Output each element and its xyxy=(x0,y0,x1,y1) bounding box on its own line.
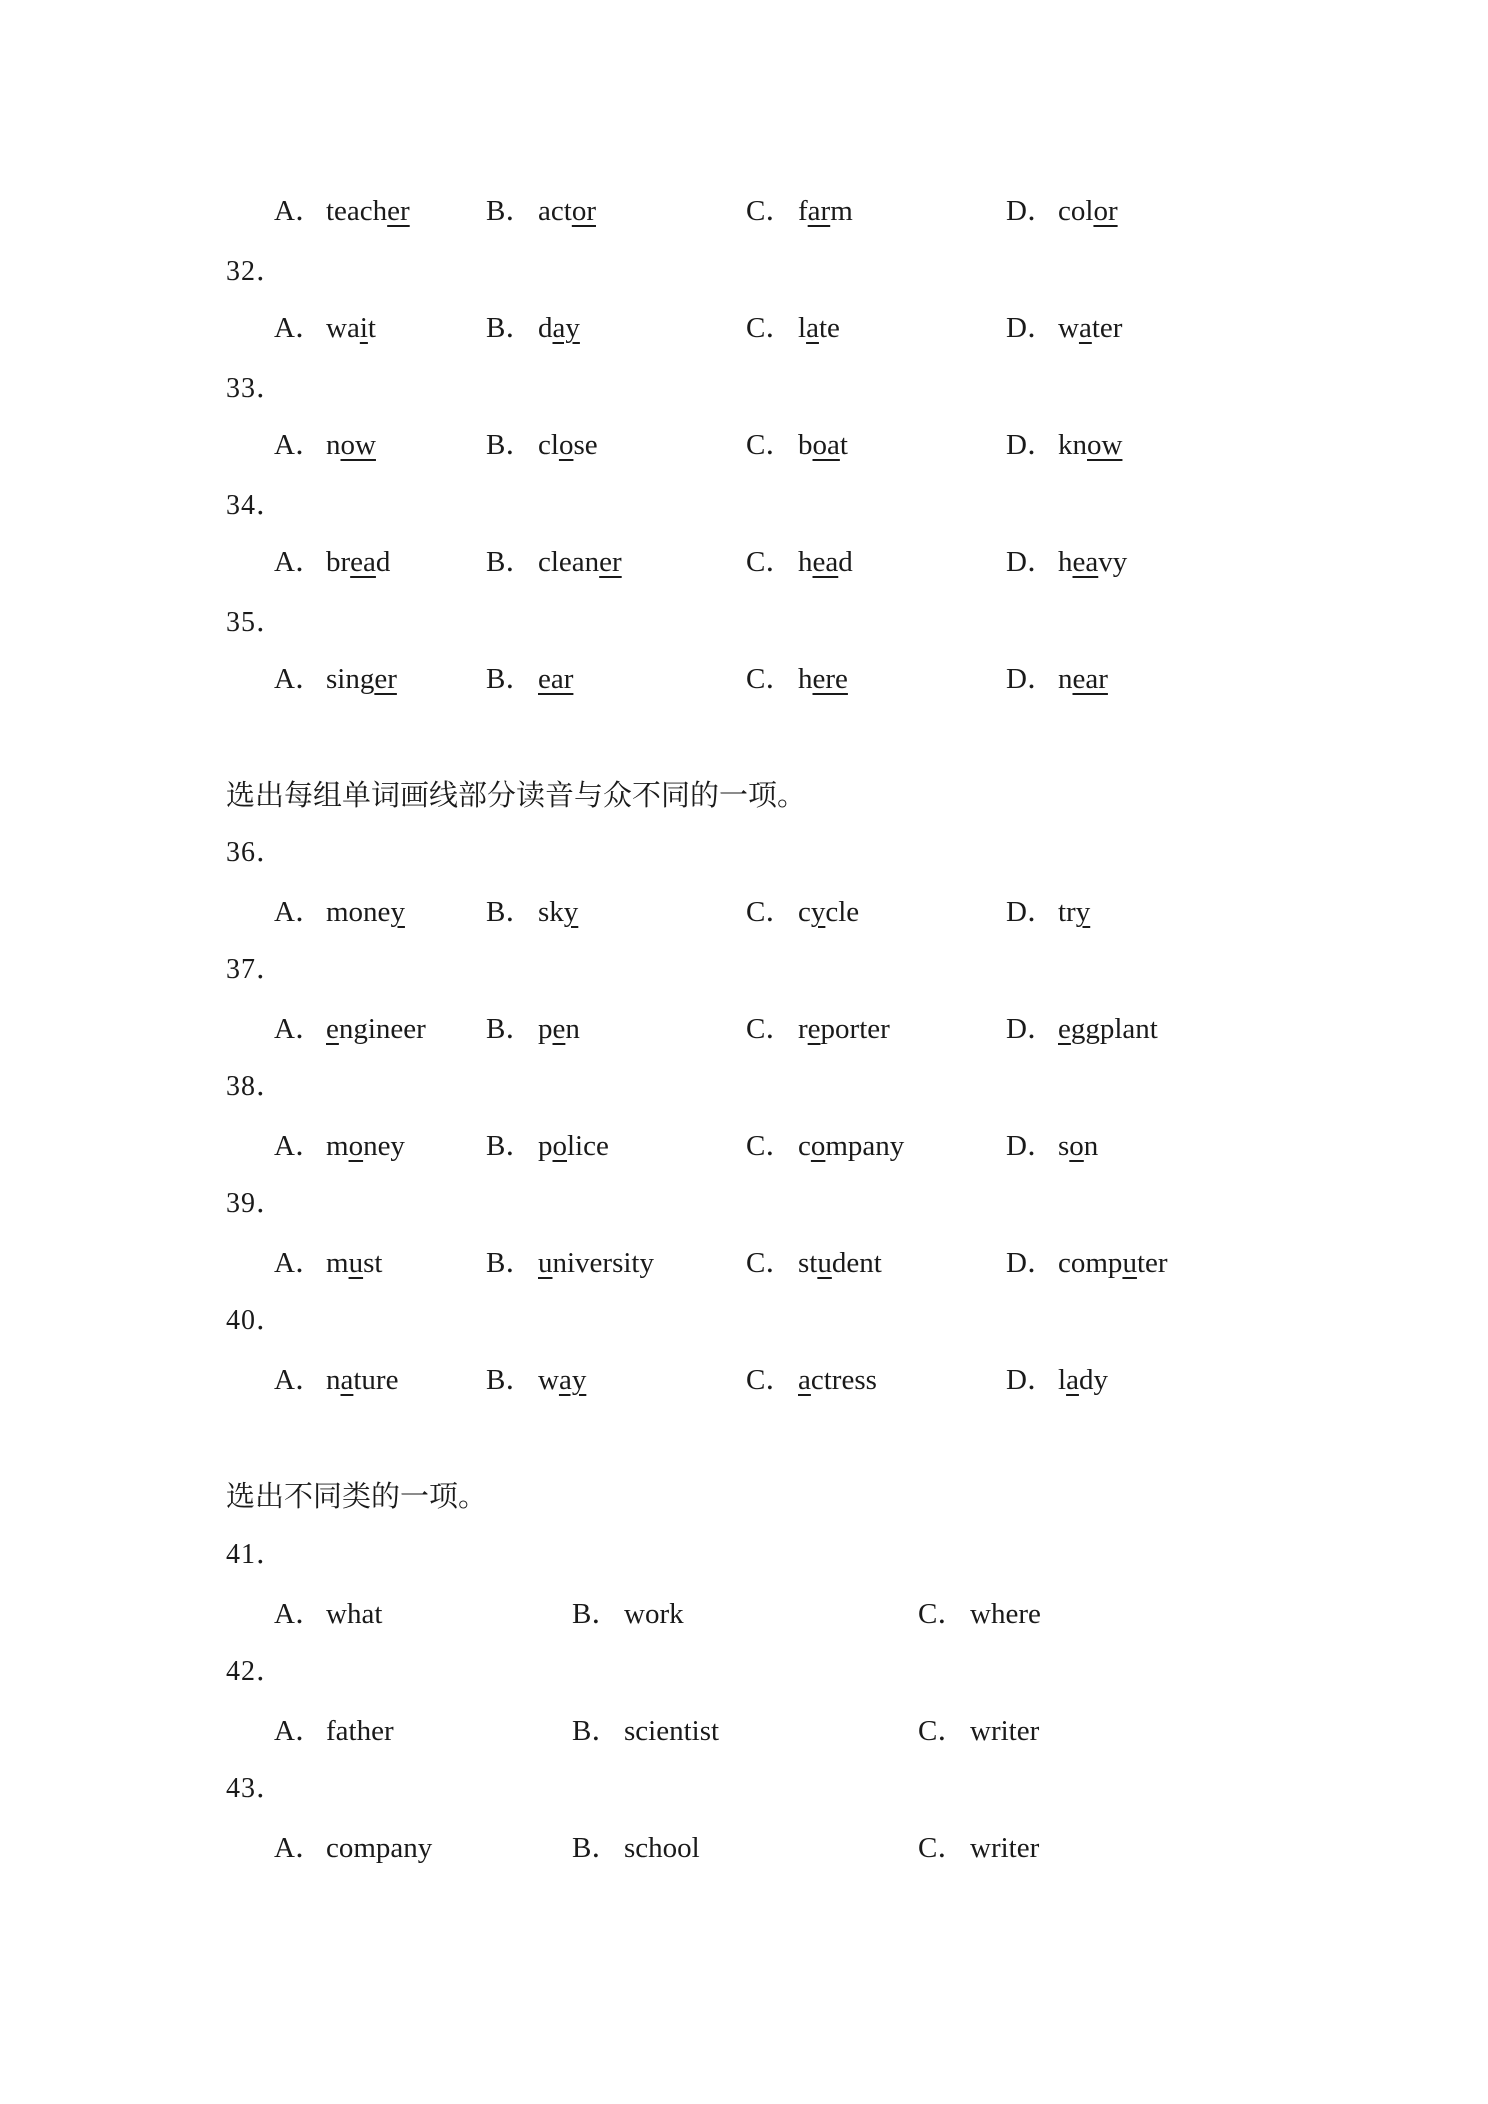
option-word xyxy=(538,195,596,227)
option-letter: B． xyxy=(572,1715,621,1747)
word-prefix: h xyxy=(798,546,813,578)
word-suffix: mpany xyxy=(825,1130,905,1162)
word-prefix: p xyxy=(538,1013,553,1045)
answer-option[interactable] xyxy=(1006,425,1122,465)
word-prefix: n xyxy=(326,429,341,461)
underlined-part: e xyxy=(326,1013,339,1045)
option-word xyxy=(326,1130,405,1162)
word-prefix: what xyxy=(326,1598,383,1630)
word-prefix: school xyxy=(624,1832,700,1864)
underlined-part: y xyxy=(563,896,579,928)
word-prefix: r xyxy=(798,1013,808,1045)
underlined-part: o xyxy=(348,1130,364,1162)
underlined-part: u xyxy=(817,1247,832,1279)
answer-option[interactable] xyxy=(486,1360,586,1400)
option-word xyxy=(1058,1130,1098,1162)
word-prefix: sk xyxy=(538,896,564,928)
option-letter: D． xyxy=(1006,1130,1056,1162)
option-letter: D． xyxy=(1006,312,1056,344)
option-letter: A． xyxy=(274,663,324,695)
underlined-part: o xyxy=(558,429,574,461)
answer-option[interactable] xyxy=(746,659,848,699)
answer-option[interactable] xyxy=(746,892,859,932)
option-letter: A． xyxy=(274,1715,324,1747)
underlined-part: ow xyxy=(340,429,376,461)
word-suffix: ctress xyxy=(810,1364,877,1396)
underlined-part: u xyxy=(538,1247,553,1279)
answer-option[interactable] xyxy=(746,308,840,348)
word-prefix: n xyxy=(326,1364,341,1396)
option-letter: A． xyxy=(274,429,324,461)
underlined-part: y xyxy=(390,896,405,928)
option-word xyxy=(326,1013,426,1045)
section-instruction: 选出每组单词画线部分读音与众不同的一项。 xyxy=(226,778,807,812)
word-suffix: vy xyxy=(1098,546,1128,578)
underlined-part: oa xyxy=(812,429,840,461)
option-word xyxy=(538,1013,580,1045)
answer-option[interactable] xyxy=(746,1126,904,1166)
underlined-part: or xyxy=(1093,195,1118,227)
option-letter: D． xyxy=(1006,663,1056,695)
word-prefix: tr xyxy=(1058,896,1076,928)
option-word xyxy=(326,429,376,461)
underlined-part: er xyxy=(599,546,622,578)
underlined-part: ere xyxy=(812,663,848,695)
underlined-part: a xyxy=(1066,1364,1079,1396)
underlined-part: a xyxy=(806,312,819,344)
underlined-part: ar xyxy=(807,195,831,227)
option-letter: C． xyxy=(918,1832,967,1864)
option-letter: C． xyxy=(746,1013,795,1045)
word-prefix: w xyxy=(538,1364,559,1396)
word-prefix: scientist xyxy=(624,1715,720,1747)
answer-option[interactable] xyxy=(486,1009,580,1049)
answer-option[interactable] xyxy=(746,1243,882,1283)
option-letter: D． xyxy=(1006,1247,1056,1279)
answer-option[interactable] xyxy=(918,1828,1039,1868)
answer-option[interactable] xyxy=(486,308,580,348)
answer-option[interactable] xyxy=(1006,1360,1108,1400)
word-suffix: ter xyxy=(1091,312,1123,344)
option-word xyxy=(798,1130,904,1162)
question-number: 40． xyxy=(226,1305,286,1336)
answer-option[interactable] xyxy=(572,1828,700,1868)
word-prefix: writer xyxy=(970,1715,1040,1747)
word-prefix: work xyxy=(624,1598,684,1630)
underlined-part: ay xyxy=(558,1364,587,1396)
option-letter: A． xyxy=(274,195,324,227)
option-word xyxy=(624,1832,700,1864)
answer-option[interactable] xyxy=(1006,308,1122,348)
option-word xyxy=(326,896,405,928)
word-suffix: porter xyxy=(820,1013,890,1045)
underlined-part: ear xyxy=(1072,663,1108,695)
word-suffix: ney xyxy=(363,1130,405,1162)
word-prefix: wa xyxy=(326,312,360,344)
option-letter: B． xyxy=(486,546,535,578)
word-suffix: niversity xyxy=(552,1247,654,1279)
option-letter: D． xyxy=(1006,1013,1056,1045)
answer-option[interactable] xyxy=(572,1594,684,1634)
option-word xyxy=(326,546,390,578)
option-word xyxy=(538,1364,586,1396)
option-word xyxy=(538,896,578,928)
option-letter: A． xyxy=(274,896,324,928)
word-prefix: c xyxy=(798,1130,811,1162)
word-prefix: d xyxy=(538,312,553,344)
word-suffix: cle xyxy=(825,896,860,928)
answer-option[interactable] xyxy=(274,1243,382,1283)
option-word xyxy=(798,1013,890,1045)
option-word xyxy=(798,663,848,695)
question-number: 32． xyxy=(226,256,286,287)
option-word xyxy=(1058,896,1090,928)
option-word xyxy=(970,1598,1041,1630)
word-prefix: father xyxy=(326,1715,394,1747)
word-suffix: ture xyxy=(353,1364,399,1396)
option-letter: A． xyxy=(274,312,324,344)
option-letter: A． xyxy=(274,1364,324,1396)
word-suffix: d xyxy=(375,546,391,578)
option-word xyxy=(326,195,410,227)
answer-option[interactable] xyxy=(274,425,376,465)
word-prefix: br xyxy=(326,546,351,578)
option-word xyxy=(1058,195,1118,227)
option-letter: C． xyxy=(918,1715,967,1747)
option-word xyxy=(326,1715,394,1747)
underlined-part: y xyxy=(810,896,826,928)
answer-option[interactable] xyxy=(274,1009,426,1049)
option-word xyxy=(538,663,573,695)
answer-option[interactable] xyxy=(1006,1126,1098,1166)
word-prefix: writer xyxy=(970,1832,1040,1864)
option-letter: C． xyxy=(918,1598,967,1630)
answer-option[interactable] xyxy=(486,425,598,465)
word-prefix: l xyxy=(798,312,807,344)
option-letter: C． xyxy=(746,429,795,461)
word-suffix: m xyxy=(830,195,853,227)
answer-option[interactable] xyxy=(486,542,622,582)
option-letter: D． xyxy=(1006,429,1056,461)
answer-option[interactable] xyxy=(274,1594,382,1634)
underlined-part: u xyxy=(348,1247,364,1279)
answer-option[interactable] xyxy=(486,1126,609,1166)
word-prefix: w xyxy=(1058,312,1079,344)
option-letter: C． xyxy=(746,546,795,578)
answer-option[interactable] xyxy=(274,1711,394,1751)
question-number: 42． xyxy=(226,1656,286,1687)
underlined-part: a xyxy=(340,1364,354,1396)
underlined-part: e xyxy=(807,1013,821,1045)
option-word xyxy=(1058,429,1122,461)
option-word xyxy=(326,663,397,695)
word-prefix: clean xyxy=(538,546,600,578)
underlined-part: er xyxy=(374,663,397,695)
word-prefix: teach xyxy=(326,195,388,227)
underlined-part: o xyxy=(1069,1130,1084,1162)
word-suffix: n xyxy=(565,1013,580,1045)
option-word xyxy=(326,1598,382,1630)
underlined-part: i xyxy=(359,312,368,344)
option-word xyxy=(1058,1364,1108,1396)
word-suffix: se xyxy=(573,429,598,461)
word-prefix: mone xyxy=(326,896,391,928)
answer-option[interactable] xyxy=(274,542,390,582)
option-word xyxy=(326,1364,398,1396)
word-suffix: t xyxy=(367,312,376,344)
option-word xyxy=(798,312,840,344)
answer-option[interactable] xyxy=(274,1360,398,1400)
answer-option[interactable] xyxy=(1006,191,1118,231)
underlined-part: e xyxy=(552,1013,566,1045)
question-number: 37． xyxy=(226,954,286,985)
word-prefix: sing xyxy=(326,663,375,695)
option-word xyxy=(538,1130,609,1162)
word-prefix: col xyxy=(1058,195,1094,227)
option-word xyxy=(326,312,376,344)
question-number: 38． xyxy=(226,1071,286,1102)
answer-option[interactable] xyxy=(1006,542,1127,582)
option-word xyxy=(538,546,622,578)
answer-option[interactable] xyxy=(918,1594,1041,1634)
word-prefix: m xyxy=(326,1130,349,1162)
option-letter: A． xyxy=(274,1832,324,1864)
underlined-part: ea xyxy=(1072,546,1099,578)
word-prefix: c xyxy=(798,896,811,928)
option-word xyxy=(1058,1247,1168,1279)
underlined-part: er xyxy=(387,195,410,227)
word-prefix: st xyxy=(798,1247,818,1279)
section-instruction: 选出不同类的一项。 xyxy=(226,1479,488,1513)
option-letter: A． xyxy=(274,546,324,578)
option-letter: C． xyxy=(746,195,795,227)
word-prefix: f xyxy=(798,195,808,227)
underlined-part: ea xyxy=(350,546,376,578)
word-prefix: cl xyxy=(538,429,559,461)
word-suffix: n xyxy=(1083,1130,1099,1162)
word-suffix: st xyxy=(363,1247,383,1279)
option-word xyxy=(798,1247,882,1279)
answer-option[interactable] xyxy=(486,892,578,932)
option-letter: B． xyxy=(486,1364,535,1396)
answer-option[interactable] xyxy=(486,1243,654,1283)
word-prefix: act xyxy=(538,195,572,227)
word-suffix: d xyxy=(838,546,853,578)
word-prefix: kn xyxy=(1058,429,1087,461)
underlined-part: o xyxy=(552,1130,567,1162)
word-suffix: ggplant xyxy=(1070,1013,1158,1045)
option-letter: B． xyxy=(486,1130,535,1162)
option-letter: B． xyxy=(486,896,535,928)
answer-option[interactable] xyxy=(746,1360,877,1400)
option-word xyxy=(798,195,853,227)
answer-option[interactable] xyxy=(746,1009,890,1049)
option-word xyxy=(326,1832,432,1864)
option-letter: B． xyxy=(486,429,535,461)
word-prefix: company xyxy=(326,1832,433,1864)
option-letter: B． xyxy=(486,663,535,695)
word-prefix: s xyxy=(1058,1130,1070,1162)
word-suffix: t xyxy=(839,429,848,461)
option-word xyxy=(624,1715,719,1747)
question-number: 34． xyxy=(226,490,286,521)
answer-option[interactable] xyxy=(274,1828,432,1868)
answer-option[interactable] xyxy=(746,425,848,465)
option-letter: C． xyxy=(746,1247,795,1279)
word-prefix: h xyxy=(1058,546,1073,578)
underlined-part: ow xyxy=(1087,429,1123,461)
option-letter: A． xyxy=(274,1130,324,1162)
word-suffix: ngineer xyxy=(338,1013,426,1045)
answer-option[interactable] xyxy=(274,191,410,231)
option-word xyxy=(1058,663,1108,695)
option-letter: A． xyxy=(274,1598,324,1630)
option-letter: A． xyxy=(274,1247,324,1279)
underlined-part: a xyxy=(798,1364,811,1396)
option-letter: C． xyxy=(746,896,795,928)
underlined-part: ear xyxy=(538,663,574,695)
answer-option[interactable] xyxy=(1006,659,1108,699)
option-word xyxy=(1058,546,1127,578)
answer-option[interactable] xyxy=(274,308,376,348)
option-letter: B． xyxy=(486,1247,535,1279)
answer-option[interactable] xyxy=(274,659,397,699)
option-letter: D． xyxy=(1006,896,1056,928)
option-word xyxy=(624,1598,684,1630)
option-letter: B． xyxy=(572,1598,621,1630)
option-letter: C． xyxy=(746,312,795,344)
option-letter: B． xyxy=(572,1832,621,1864)
option-letter: C． xyxy=(746,1130,795,1162)
answer-option[interactable] xyxy=(746,542,853,582)
question-number: 39． xyxy=(226,1188,286,1219)
option-word xyxy=(970,1715,1039,1747)
option-letter: B． xyxy=(486,195,535,227)
option-letter: D． xyxy=(1006,195,1056,227)
underlined-part: a xyxy=(1078,312,1092,344)
option-letter: B． xyxy=(486,1013,535,1045)
word-suffix: ter xyxy=(1136,1247,1168,1279)
answer-option[interactable] xyxy=(1006,1009,1158,1049)
word-prefix: h xyxy=(798,663,813,695)
word-prefix: l xyxy=(1058,1364,1067,1396)
option-word xyxy=(326,1247,382,1279)
answer-option[interactable] xyxy=(486,659,573,699)
option-word xyxy=(1058,312,1122,344)
question-number: 41． xyxy=(226,1539,286,1570)
option-letter: B． xyxy=(486,312,535,344)
option-word xyxy=(538,312,580,344)
option-letter: C． xyxy=(746,663,795,695)
underlined-part: ea xyxy=(812,546,839,578)
option-word xyxy=(798,429,848,461)
option-word xyxy=(1058,1013,1158,1045)
underlined-part: y xyxy=(1075,896,1091,928)
answer-option[interactable] xyxy=(746,191,853,231)
word-suffix: dent xyxy=(831,1247,882,1279)
question-number: 36． xyxy=(226,837,286,868)
option-word xyxy=(798,1364,877,1396)
underlined-part: o xyxy=(810,1130,826,1162)
word-prefix: where xyxy=(970,1598,1041,1630)
option-letter: D． xyxy=(1006,1364,1056,1396)
option-letter: A． xyxy=(274,1013,324,1045)
underlined-part: u xyxy=(1122,1247,1137,1279)
underlined-part: ay xyxy=(552,312,580,344)
word-prefix: m xyxy=(326,1247,349,1279)
question-number: 35． xyxy=(226,607,286,638)
answer-option[interactable] xyxy=(486,191,596,231)
option-letter: C． xyxy=(746,1364,795,1396)
answer-option[interactable] xyxy=(1006,892,1090,932)
word-suffix: te xyxy=(818,312,840,344)
question-number: 33． xyxy=(226,373,286,404)
answer-option[interactable] xyxy=(1006,1243,1168,1283)
option-word xyxy=(970,1832,1039,1864)
option-word xyxy=(538,429,598,461)
underlined-part: or xyxy=(571,195,596,227)
word-suffix: lice xyxy=(567,1130,609,1162)
word-prefix: p xyxy=(538,1130,553,1162)
underlined-part: e xyxy=(1058,1013,1071,1045)
option-word xyxy=(798,896,859,928)
word-suffix: dy xyxy=(1078,1364,1108,1396)
option-word xyxy=(798,546,853,578)
answer-option[interactable] xyxy=(274,1126,405,1166)
word-prefix: comp xyxy=(1058,1247,1123,1279)
answer-option[interactable] xyxy=(274,892,405,932)
word-prefix: n xyxy=(1058,663,1073,695)
answer-option[interactable] xyxy=(572,1711,719,1751)
word-prefix: b xyxy=(798,429,813,461)
question-number: 43． xyxy=(226,1773,286,1804)
option-word xyxy=(538,1247,654,1279)
option-letter: D． xyxy=(1006,546,1056,578)
answer-option[interactable] xyxy=(918,1711,1039,1751)
